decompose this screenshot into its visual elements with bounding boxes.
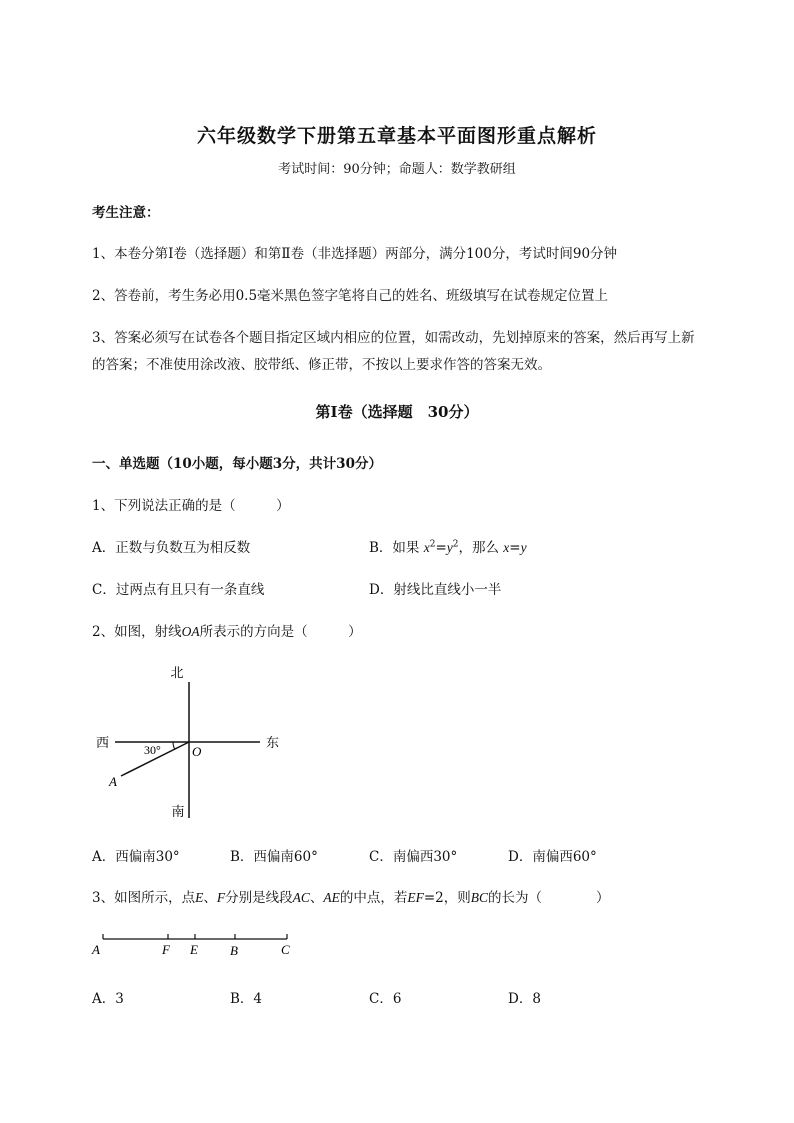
q3-option-d: D．8	[508, 991, 541, 1007]
notice-item-1: 1、本卷分第I卷（选择题）和第Ⅱ卷（非选择题）两部分，满分100分，考试时间90分钟	[92, 246, 618, 262]
q1-option-d: D．射线比直线小一半	[369, 582, 502, 598]
point-c: C	[281, 942, 290, 957]
q2-stem: 2、如图，射线OA所表示的方向是（ ）	[92, 624, 362, 640]
angle-arc	[173, 742, 175, 749]
q1-stem: 1、下列说法正确的是（ ）	[92, 498, 290, 514]
exam-info: 考试时间：90分钟；命题人：数学教研组	[278, 162, 516, 177]
section-title: 第I卷（选择题 30分）	[315, 403, 479, 421]
q1-option-a: A．正数与负数互为相反数	[92, 540, 251, 556]
point-f: F	[162, 942, 170, 957]
q3-option-a: A．3	[92, 991, 124, 1007]
page-title: 六年级数学下册第五章基本平面图形重点解析	[196, 125, 597, 147]
point-b: B	[230, 943, 238, 958]
notice-item-2: 2、答卷前，考生务必用0.5毫米黑色签字笔将自己的姓名、班级填写在试卷规定位置上	[92, 288, 609, 304]
q1-option-b: B．如果 $x^2=y^2$，那么 x=y	[369, 539, 527, 556]
q3-option-c: C．6	[369, 991, 402, 1007]
q2-option-c: C．南偏西30°	[369, 849, 458, 865]
notice-item-3-cont: 的答案；不准使用涂改液、胶带纸、修正带，不按以上要求作答的答案无效。	[92, 357, 551, 373]
point-a: A	[92, 942, 100, 957]
label-south: 南	[171, 804, 185, 819]
notice-item-3: 3、答案必须写在试卷各个题目指定区域内相应的位置，如需改动，先划掉原来的答案，然后再写上新	[92, 330, 695, 346]
label-o: O	[192, 744, 202, 759]
q3-stem: 3、如图所示，点E、F分别是线段AC、AE的中点，若EF=2，则BC的长为（ ）	[92, 890, 610, 906]
label-north: 北	[170, 665, 184, 680]
compass-figure	[90, 660, 300, 825]
q1-option-c: C．过两点有且只有一条直线	[92, 582, 265, 598]
label-east: 东	[266, 735, 280, 750]
q2-option-a: A．西偏南30°	[92, 849, 180, 865]
label-angle: 30°	[144, 743, 161, 757]
point-e: E	[190, 942, 198, 957]
q2-option-d: D．南偏西60°	[508, 849, 597, 865]
notice-heading: 考生注意：	[92, 205, 160, 221]
part-heading: 一、单选题（10小题，每小题3分，共计30分）	[92, 456, 382, 472]
q3-option-b: B．4	[230, 991, 263, 1007]
label-west: 西	[96, 735, 110, 750]
q2-option-b: B．西偏南60°	[230, 849, 318, 865]
segment-figure	[88, 928, 303, 960]
label-a: A	[109, 774, 117, 789]
